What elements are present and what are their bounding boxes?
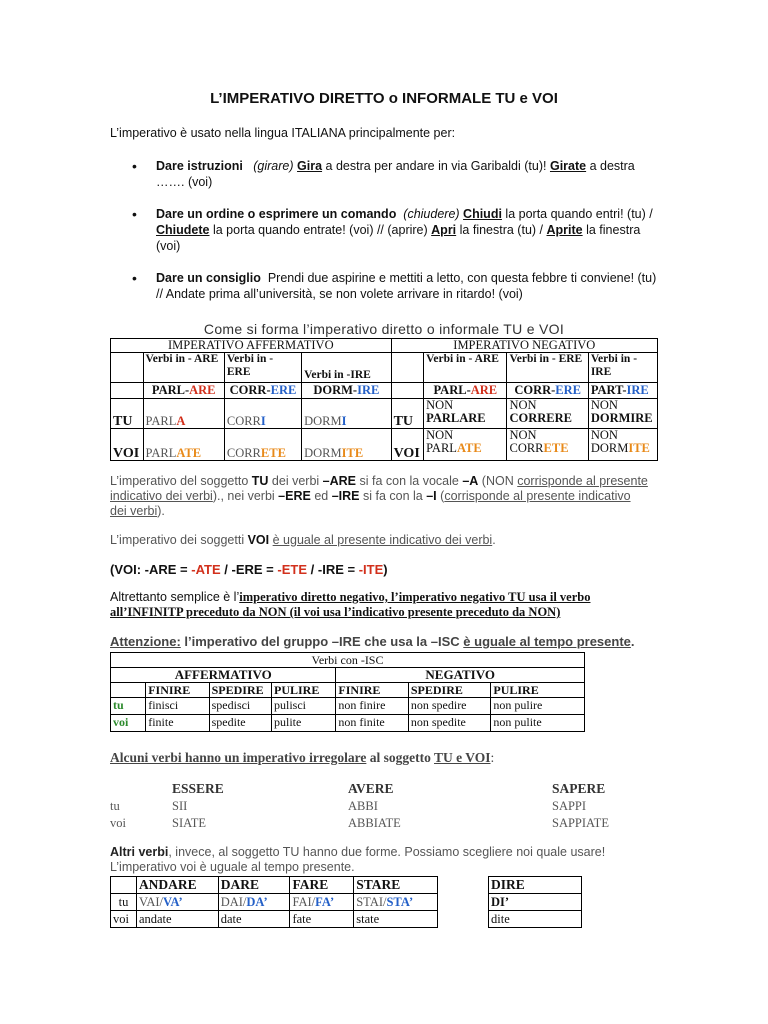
root-ire: DORM-IRE xyxy=(302,383,391,399)
subject-voi-neg: VOI xyxy=(391,429,424,461)
isc-head: PULIRE xyxy=(272,683,336,698)
root-are: PARL-ARE xyxy=(143,383,224,399)
cell-tu-neg-ire: NON DORMIRE xyxy=(588,399,657,429)
irreg-subject-voi: voi xyxy=(110,816,126,830)
cell-voi-are: PARLATE xyxy=(143,429,224,461)
dire-tu: DI’ xyxy=(489,894,582,911)
list-item: • Dare istruzioni (girare) Gira a destra per andare in via Garibaldi (tu)! Girate a destra ……. (voi) xyxy=(132,158,657,190)
root-ere-neg: CORR-ERE xyxy=(507,383,588,399)
subject-voi: voi xyxy=(111,911,137,928)
table-cell: VAI/VA’ xyxy=(136,894,218,911)
irreg-subject-tu: tu xyxy=(110,799,120,813)
isc-head: SPEDIRE xyxy=(408,683,491,698)
header-affermativo: IMPERATIVO AFFERMATIVO xyxy=(111,339,392,353)
irreg-form: SII xyxy=(172,799,188,813)
page-title: L’IMPERATIVO DIRETTO o INFORMALE TU e VOI xyxy=(210,90,558,107)
header-are: Verbi in - ARE xyxy=(143,353,224,383)
two-forms-table xyxy=(110,876,438,928)
table-cell: non finite xyxy=(336,715,408,732)
irreg-form: ABBIATE xyxy=(348,816,401,830)
isc-table xyxy=(110,652,585,732)
two-forms-note: Altri verbi, invece, al soggetto TU hanno due forme. Possiamo scegliere noi quale usare! L’imperativo voi è uguale al tempo presente. xyxy=(110,845,606,874)
subject-tu: TU xyxy=(111,399,144,429)
irreg-form: ABBI xyxy=(348,799,378,813)
header-ere-neg: Verbi in - ERE xyxy=(507,353,588,383)
table-cell: non pulite xyxy=(491,715,585,732)
header-ere: Verbi in - ERE xyxy=(224,353,301,383)
irreg-head: SAPERE xyxy=(552,781,606,796)
table-cell: DAI/DA’ xyxy=(218,894,290,911)
irreg-form: SAPPIATE xyxy=(552,816,609,830)
root-ere: CORR-ERE xyxy=(224,383,301,399)
negative-rule: Altrettanto semplice è l’imperativo diretto negativo, l’imperativo negativo TU usa il verbo all’INFINITP preceduto da NON (il voi usa l’indicativo presente preceduto da NON) xyxy=(110,590,591,619)
table-cell: finisci xyxy=(146,698,209,715)
subject-tu-neg: TU xyxy=(391,399,424,429)
root-ire-neg: PART-IRE xyxy=(588,383,657,399)
verb-head: STARE xyxy=(354,877,438,894)
table-cell: FAI/FA’ xyxy=(290,894,354,911)
intro-text: L’imperativo è usato nella lingua ITALIANA principalmente per: xyxy=(110,126,456,140)
ending-summary: (VOI: -ARE = -ATE / -ERE = -ETE / -IRE = -ITE) xyxy=(110,562,388,577)
table-cell: non pulire xyxy=(491,698,585,715)
isc-head: FINIRE xyxy=(146,683,209,698)
cell-tu-are: PARLA xyxy=(143,399,224,429)
list-item: • Dare un consiglio Prendi due aspirine e mettiti a letto, con questa febbre ti conviene! (tu) // Andate prima all’università, se non volete arrivare in ritardo! (voi) xyxy=(132,270,657,302)
dire-head: DIRE xyxy=(489,877,582,894)
cell-tu-neg-ere: NON CORRERE xyxy=(507,399,588,429)
isc-title: Verbi con -ISC xyxy=(111,653,585,668)
irreg-head: ESSERE xyxy=(172,781,224,796)
imperative-table xyxy=(110,338,658,461)
verb-head: DARE xyxy=(218,877,290,894)
rule-paragraph-voi: L’imperativo dei soggetti VOI è uguale al presente indicativo dei verbi. xyxy=(110,533,496,547)
header-ire: Verbi in -IRE xyxy=(302,353,391,383)
cell-tu-ere: CORRI xyxy=(224,399,301,429)
subject-tu: tu xyxy=(111,894,137,911)
table-cell: pulite xyxy=(272,715,336,732)
rule-paragraph-tu: L’imperativo del soggetto TU dei verbi –ARE si fa con la vocale –A (NON corrisponde al presente indicativo dei verbi)., nei verbi –ERE ed –IRE si fa con la –I (corrisponde al presente indicativo dei verbi). xyxy=(110,474,648,518)
irregular-heading: Alcuni verbi hanno un imperativo irregolare al soggetto TU e VOI: xyxy=(110,750,495,765)
root-are-neg: PARL-ARE xyxy=(424,383,507,399)
irreg-form: SAPPI xyxy=(552,799,587,813)
isc-subject-tu: tu xyxy=(111,698,146,715)
list-item: • Dare un ordine o esprimere un comando (chiudere) Chiudi la porta quando entri! (tu) / Chiudete la porta quando entrate! (voi) // (aprire) Apri la finestra (tu) / Aprite la finestra (voi) xyxy=(132,206,657,254)
table-cell: STAI/STA’ xyxy=(354,894,438,911)
table-cell: pulisci xyxy=(272,698,336,715)
table-cell: date xyxy=(218,911,290,928)
header-negativo: IMPERATIVO NEGATIVO xyxy=(391,339,657,353)
header-ire-neg: Verbi in -IRE xyxy=(588,353,657,383)
cell-voi-neg-are: NON PARLATE xyxy=(424,429,507,461)
table-cell: non spedire xyxy=(408,698,491,715)
isc-subject-voi: voi xyxy=(111,715,146,732)
verb-head: ANDARE xyxy=(136,877,218,894)
table-cell: non spedite xyxy=(408,715,491,732)
header-are-neg: Verbi in - ARE xyxy=(424,353,507,383)
cell-voi-ere: CORRETE xyxy=(224,429,301,461)
cell-tu-ire: DORMI xyxy=(302,399,391,429)
isc-head: SPEDIRE xyxy=(209,683,271,698)
irreg-head: AVERE xyxy=(348,781,394,796)
usage-list xyxy=(132,158,657,302)
table-cell: fate xyxy=(290,911,354,928)
cell-tu-neg-are: NON PARLARE xyxy=(424,399,507,429)
irreg-form: SIATE xyxy=(172,816,207,830)
isc-negativo: NEGATIVO xyxy=(336,668,585,683)
isc-affermativo: AFFERMATIVO xyxy=(111,668,336,683)
cell-voi-neg-ire: NON DORMITE xyxy=(588,429,657,461)
table-cell: andate xyxy=(136,911,218,928)
table-cell: state xyxy=(354,911,438,928)
cell-voi-neg-ere: NON CORRETE xyxy=(507,429,588,461)
dire-voi: dite xyxy=(489,911,582,928)
table-cell: non finire xyxy=(336,698,408,715)
table-cell: spedite xyxy=(209,715,271,732)
table-cell: finite xyxy=(146,715,209,732)
subject-voi: VOI xyxy=(111,429,144,461)
isc-head: FINIRE xyxy=(336,683,408,698)
dire-table xyxy=(488,876,582,928)
cell-voi-ire: DORMITE xyxy=(302,429,391,461)
verb-head: FARE xyxy=(290,877,354,894)
attention-note: Attenzione: l’imperativo del gruppo –IRE che usa la –ISC è uguale al tempo presente. xyxy=(110,634,635,649)
isc-head: PULIRE xyxy=(491,683,585,698)
table-cell: spedisci xyxy=(209,698,271,715)
table1-title: Come si forma l’imperativo diretto o informale TU e VOI xyxy=(203,321,565,337)
